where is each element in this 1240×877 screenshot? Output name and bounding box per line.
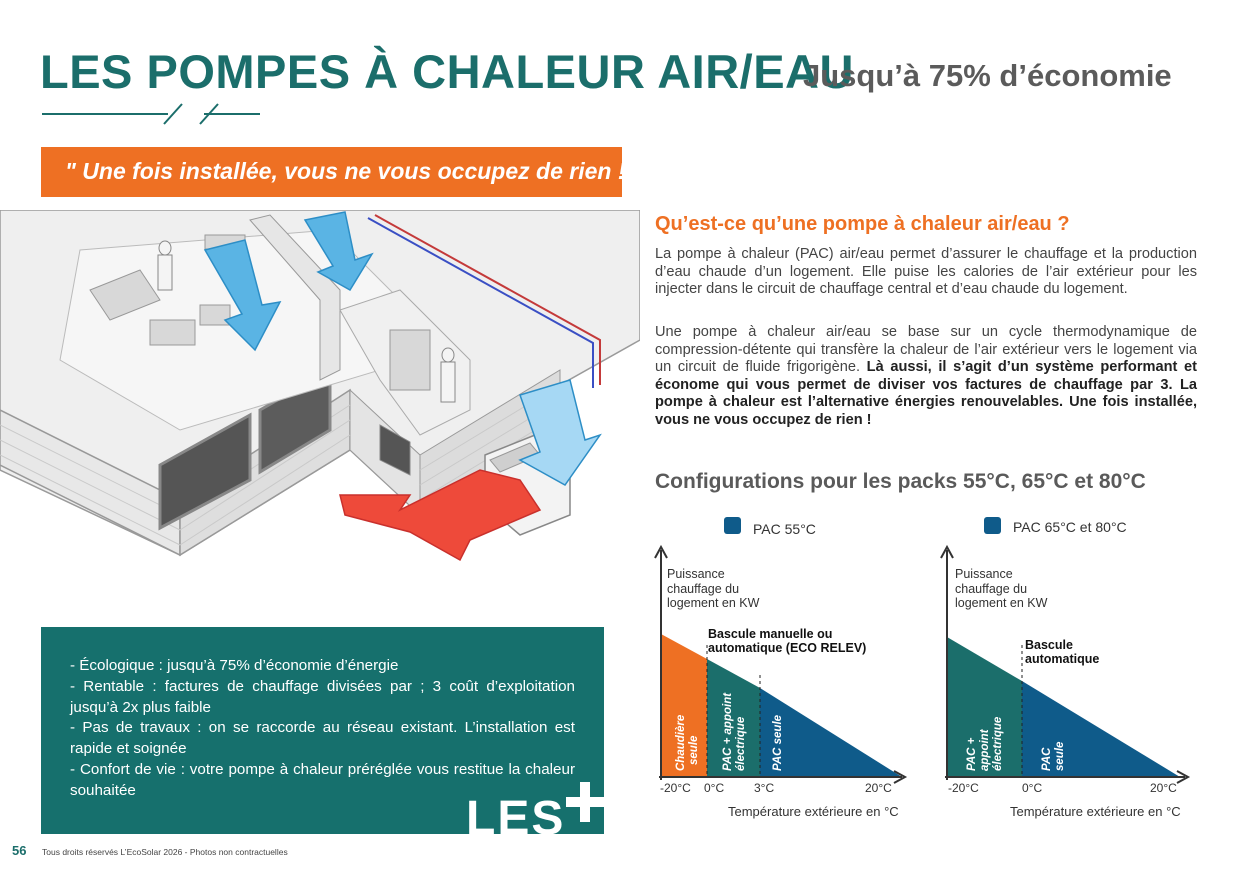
legend-swatch-2	[984, 517, 1001, 534]
zone-label-2-0b: appoint	[979, 729, 991, 771]
x-tick-1-1: 0°C	[704, 781, 725, 795]
details-highlight: Là aussi, il s’agit d’un système performant et économe qui vous permet de diviser vos factures de chauffage par 3. La pompe à chaleur est l’alternative énergies renouvelables. Une fois installée, vous ne vous occupez de rien !	[655, 359, 1197, 428]
quote-text: " Une fois installée, vous ne vous occupez de rien ! "	[65, 158, 643, 184]
title-divider	[40, 100, 270, 128]
page-title: LES POMPES À CHALEUR AIR/EAU	[40, 45, 854, 98]
zone-label-1-2: PAC seule	[772, 714, 784, 771]
advantages-list	[70, 656, 575, 802]
zone-label-1-1b: électrique	[735, 716, 747, 771]
x-axis-label-1: Température extérieure en °C	[728, 804, 899, 819]
page-subtitle: Jusqu’à 75% d’économie	[803, 58, 1172, 93]
x-axis-label-2: Température extérieure en °C	[1010, 804, 1181, 819]
zone-label-1-1: PAC + appoint	[722, 692, 734, 771]
chart-pac-55	[640, 505, 930, 835]
svg-text:chauffage du: chauffage du	[955, 582, 1028, 596]
zone-label-2-1: PAC	[1041, 747, 1053, 771]
section-heading: Qu’est-ce qu’une pompe à chaleur air/eau ?	[655, 213, 1070, 235]
page-number: 56	[12, 843, 27, 858]
details-text: Une pompe à chaleur air/eau se base sur un cycle thermodynamique de compression-détente qui transfère la chaleur de l’air extérieur vers le logement via un circuit de fluide frigorigène.	[655, 324, 1197, 376]
plus-icon	[566, 782, 604, 822]
footer-text: Tous droits réservés L’EcoSolar 2026 - Photos non contractuelles	[42, 847, 288, 857]
x-tick-2-0: -20°C	[948, 781, 979, 795]
y-axis-label-1	[667, 567, 760, 610]
chart-pac-65-80	[930, 505, 1230, 835]
quote-banner	[41, 147, 643, 197]
advantage-item: - Rentable : factures de chauffage divisées par ; 3 coût d’exploitation jusqu’à 2x plus faible	[70, 677, 575, 716]
config-heading: Configurations pour les packs 55°C, 65°C et 80°C	[655, 470, 1146, 493]
x-tick-1-2: 3°C	[754, 781, 775, 795]
intro-paragraph: La pompe à chaleur (PAC) air/eau permet d’assurer le chauffage et la production d’eau chaude d’un logement. Elle puise les calories de l’air extérieur pour les injecter dans le circuit de chauffage central et d’eau chaude du logement.	[655, 246, 1197, 298]
x-tick-1-3: 20°C	[865, 781, 892, 795]
advantage-item: - Pas de travaux : on se raccorde au réseau existant. L’installation est rapide et soignée	[70, 719, 575, 758]
svg-text:Puissance: Puissance	[667, 567, 725, 581]
advantage-item: - Écologique : jusqu’à 75% d’économie d’énergie	[70, 657, 399, 674]
svg-text:Puissance: Puissance	[955, 567, 1013, 581]
zone-label-2-1b: seule	[1054, 741, 1066, 771]
annotation-1	[708, 627, 866, 655]
svg-text:logement en KW: logement en KW	[955, 596, 1048, 610]
zone-label-2-0: PAC +	[966, 737, 978, 771]
details-paragraph	[655, 324, 1197, 430]
les-plus-label: LES	[466, 792, 566, 845]
y-axis-label-2	[955, 567, 1048, 610]
legend-label-2: PAC 65°C et 80°C	[1013, 519, 1127, 535]
x-tick-2-1: 0°C	[1022, 781, 1043, 795]
svg-text:automatique (ECO RELEV): automatique (ECO RELEV)	[708, 641, 867, 655]
zone-label-2-0c: électrique	[992, 716, 1004, 771]
svg-text:automatique: automatique	[1025, 652, 1100, 666]
svg-text:Bascule: Bascule	[1025, 638, 1073, 652]
svg-text:Bascule manuelle ou: Bascule manuelle ou	[708, 627, 833, 641]
annotation-2	[1025, 638, 1099, 666]
legend-label-1: PAC 55°C	[753, 521, 816, 537]
svg-text:chauffage du: chauffage du	[667, 582, 740, 596]
x-tick-1-0: -20°C	[660, 781, 691, 795]
x-tick-2-2: 20°C	[1150, 781, 1177, 795]
legend-swatch-1	[724, 517, 741, 534]
house-cutaway-illustration	[0, 210, 640, 570]
svg-text:logement en KW: logement en KW	[667, 596, 760, 610]
zone-label-1-0b: seule	[688, 735, 700, 765]
advantage-item: - Confort de vie : votre pompe à chaleur préréglée vous restitue la chaleur souhaitée	[70, 760, 575, 799]
zone-label-1-0: Chaudière	[675, 714, 687, 771]
